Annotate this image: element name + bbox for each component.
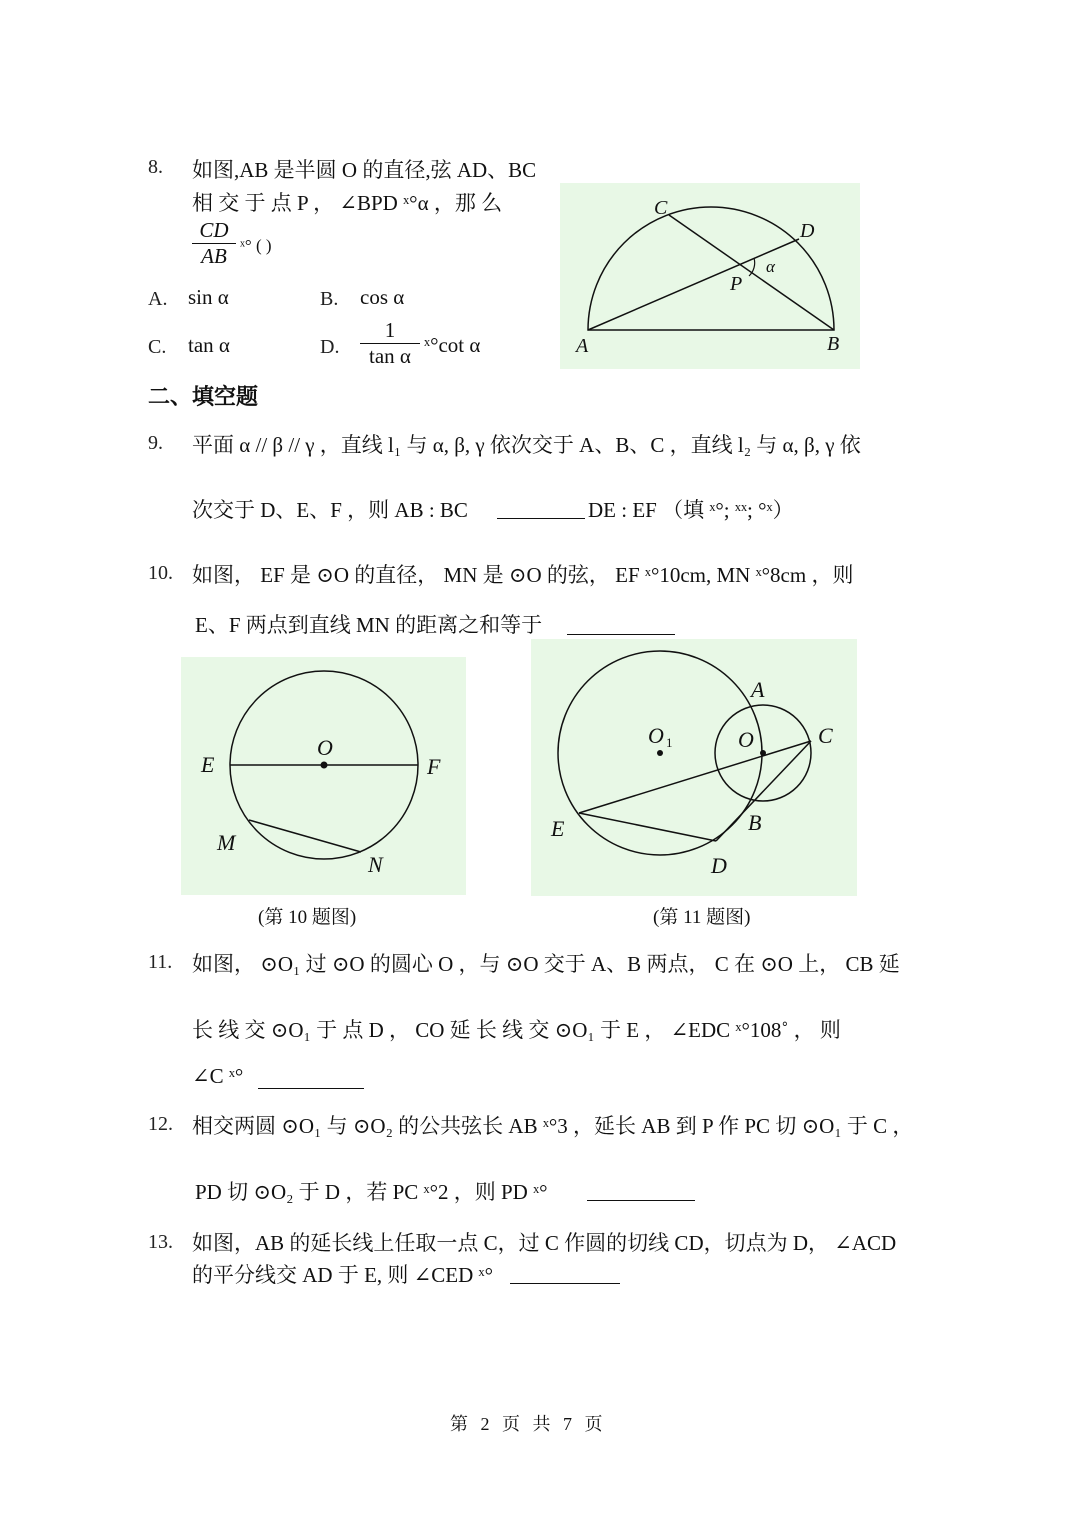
fig8-label-alpha: α bbox=[766, 257, 775, 276]
q8-optD-fraction bbox=[360, 318, 420, 369]
q8-optD-label: D. bbox=[320, 336, 340, 358]
q9-line2a: 次交于 D、E、F ，则 AB : BC bbox=[192, 498, 468, 522]
q8-optC-label: C. bbox=[148, 336, 167, 358]
q10-caption: (第 10 题图) bbox=[258, 907, 357, 928]
fig11-label-B: B bbox=[748, 810, 762, 835]
center-point-O bbox=[321, 762, 328, 769]
q8-optA-text: sin α bbox=[188, 285, 229, 309]
fig11-label-O: O bbox=[738, 727, 754, 752]
center-point-O1 bbox=[657, 750, 663, 756]
center-point-O bbox=[760, 750, 766, 756]
semicircle bbox=[588, 207, 834, 330]
fig10-label-F: F bbox=[427, 754, 441, 779]
fig10-label-E: E bbox=[201, 752, 215, 777]
q8-line2: 相 交 于 点 P ， ∠BPD ˣ°α ，那 么 bbox=[192, 191, 503, 215]
q8-optD-after: ˣ°cot α bbox=[424, 333, 481, 357]
q8-figure bbox=[560, 183, 860, 369]
q10-answer-blank bbox=[567, 634, 675, 635]
q11-figure bbox=[531, 639, 857, 896]
q8-number: 8. bbox=[148, 156, 163, 178]
q11-figure-drawing bbox=[531, 639, 857, 896]
q12-number: 12. bbox=[148, 1113, 173, 1135]
q8-optA-label: A. bbox=[148, 288, 168, 310]
q8-optD-frac-bottom: tan α bbox=[360, 343, 420, 369]
section-title: 二、填空题 bbox=[148, 385, 259, 410]
q12-line2: PD 切 ⊙O₂ 于 D ，若 PC ˣ°2 ，则 PD ˣ° bbox=[195, 1180, 548, 1204]
q8-optC-text: tan α bbox=[188, 333, 230, 357]
fig8-label-P: P bbox=[730, 273, 743, 295]
fig10-label-N: N bbox=[368, 852, 383, 877]
q10-line2: E、F 两点到直线 MN 的距离之和等于 bbox=[195, 613, 543, 637]
chord-AD bbox=[588, 239, 799, 330]
q11-line1: 如图， ⊙O₁ 过 ⊙O 的圆心 O ，与 ⊙O 交于 A、B 两点， C 在 ⊙O 上， CB 延 bbox=[192, 952, 900, 976]
q12-line1: 相交两圆 ⊙O₁ 与 ⊙O₂ 的公共弦长 AB ˣ°3 ，延长 AB 到 P 作 PC 切 ⊙O₁ 于 C ， bbox=[192, 1114, 914, 1138]
page-footer: 第 2 页 共 7 页 bbox=[450, 1414, 607, 1434]
fig11-label-A: A bbox=[751, 677, 765, 702]
q8-line1: 如图,AB 是半圆 O 的直径,弦 AD、BC bbox=[192, 158, 537, 182]
q12-answer-blank bbox=[587, 1200, 695, 1201]
line-ED bbox=[579, 813, 716, 841]
fig8-label-D: D bbox=[800, 220, 815, 242]
fig11-label-O1: O bbox=[648, 723, 664, 748]
fig8-label-C: C bbox=[654, 197, 668, 219]
q11-answer-blank bbox=[258, 1088, 364, 1089]
q9-line2b: DE : EF （填 ˣ°; ˣˣ; °ˣ） bbox=[588, 498, 794, 522]
q9-number: 9. bbox=[148, 432, 163, 454]
q11-line2: 长 线 交 ⊙O₁ 于 点 D ， CO 延 长 线 交 ⊙O₁ 于 E ， ∠EDC ˣ°108˚ ， 则 bbox=[192, 1018, 841, 1042]
q10-figure-drawing bbox=[181, 657, 466, 895]
q13-answer-blank bbox=[510, 1283, 620, 1284]
fig10-label-O: O bbox=[317, 735, 333, 760]
fig11-label-O1-subscript: 1 bbox=[666, 735, 673, 750]
q11-line3: ∠C ˣ° bbox=[192, 1064, 244, 1088]
chord-MN bbox=[249, 820, 361, 852]
q10-figure bbox=[181, 657, 466, 895]
fig11-label-C: C bbox=[818, 723, 833, 748]
q8-after-frac: ˣ° ( ) bbox=[240, 236, 272, 255]
q13-line1: 如图，AB 的延长线上任取一点 C，过 C 作圆的切线 CD，切点为 D， ∠ACD bbox=[192, 1231, 897, 1255]
q8-optB-label: B. bbox=[320, 288, 339, 310]
q10-number: 10. bbox=[148, 562, 173, 584]
q11-caption: (第 11 题图) bbox=[653, 907, 751, 928]
q13-number: 13. bbox=[148, 1231, 173, 1253]
q9-line1: 平面 α // β // γ ，直线 l₁ 与 α, β, γ 依次交于 A、B、C ，直线 l₂ 与 α, β, γ 依 bbox=[192, 433, 861, 457]
fig8-label-B: B bbox=[827, 333, 840, 355]
q11-number: 11. bbox=[148, 951, 173, 973]
q8-optD-frac-top: 1 bbox=[384, 318, 396, 342]
fig8-label-A: A bbox=[576, 335, 589, 357]
q13-line2: 的平分线交 AD 于 E, 则 ∠CED ˣ° bbox=[192, 1263, 493, 1287]
fig11-label-D: D bbox=[711, 853, 727, 878]
q8-frac-top: CD bbox=[199, 218, 229, 242]
q8-fraction bbox=[192, 218, 236, 269]
q8-frac-bottom: AB bbox=[192, 243, 236, 269]
q8-figure-drawing bbox=[560, 183, 860, 369]
q9-answer-blank bbox=[497, 518, 585, 519]
q8-optB-text: cos α bbox=[360, 285, 405, 309]
fig11-label-E: E bbox=[551, 816, 565, 841]
q10-line1: 如图， EF 是 ⊙O 的直径， MN 是 ⊙O 的弦， EF ˣ°10cm, MN ˣ°8cm ，则 bbox=[192, 563, 854, 587]
fig10-label-M: M bbox=[217, 830, 236, 855]
